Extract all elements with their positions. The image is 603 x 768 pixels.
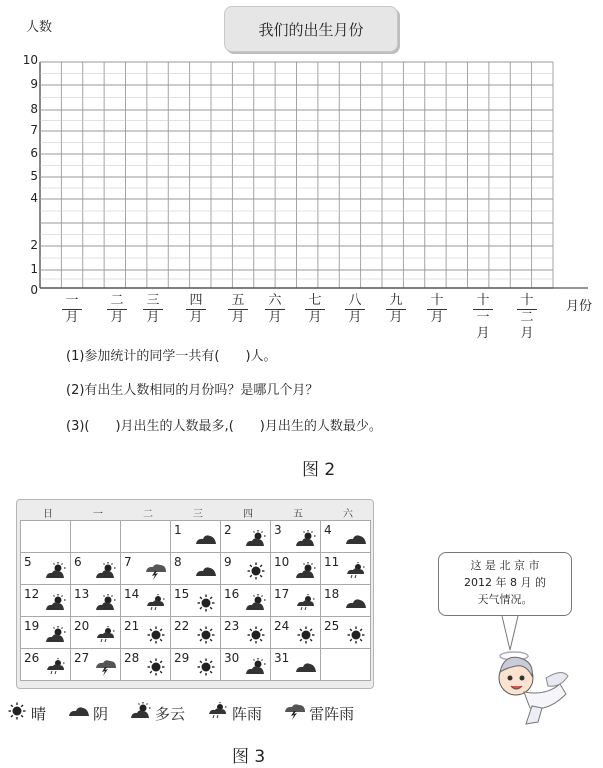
month-label: 十 二 月 xyxy=(517,293,537,342)
day-number: 15 xyxy=(174,587,190,601)
shower-weather-icon xyxy=(45,658,67,676)
weekday-header: 五 xyxy=(293,509,303,520)
partly-weather-icon xyxy=(95,562,117,580)
partly-weather-icon xyxy=(45,594,67,612)
y-tick-label: 0 xyxy=(30,283,38,297)
calendar-day xyxy=(271,649,321,681)
calendar-day xyxy=(171,617,221,649)
month-label: 三 月 xyxy=(143,293,163,326)
calendar-day xyxy=(171,649,221,681)
y-tick-label: 8 xyxy=(30,102,38,116)
day-number: 10 xyxy=(274,555,290,569)
y-tick-label: 2 xyxy=(30,238,38,252)
calendar-day xyxy=(321,585,371,617)
weather-calendar xyxy=(16,499,374,689)
calendar-day xyxy=(71,617,121,649)
day-number: 9 xyxy=(224,555,232,569)
calendar-day xyxy=(121,585,171,617)
empty-grid xyxy=(0,0,603,310)
calendar-day xyxy=(71,585,121,617)
legend-label: 雷阵雨 xyxy=(309,704,355,723)
calendar-day xyxy=(271,521,321,553)
day-number: 4 xyxy=(324,523,332,537)
cloudy-icon xyxy=(68,702,90,724)
legend-cloudy xyxy=(68,702,108,724)
day-number: 29 xyxy=(174,651,190,665)
shower-weather-icon xyxy=(295,594,317,612)
day-number: 1 xyxy=(174,523,182,537)
partly-weather-icon xyxy=(245,594,267,612)
month-label: 十 一 月 xyxy=(473,293,493,342)
sunny-weather-icon xyxy=(145,658,167,676)
day-number: 31 xyxy=(274,651,290,665)
calendar-day xyxy=(321,521,371,553)
month-label: 六 月 xyxy=(265,293,285,326)
shower-weather-icon xyxy=(145,594,167,612)
day-number: 7 xyxy=(124,555,132,569)
legend-label: 阵雨 xyxy=(232,704,263,723)
shower-weather-icon xyxy=(345,562,367,580)
calendar-day xyxy=(321,553,371,585)
shower-icon xyxy=(207,702,229,724)
y-tick-label: 9 xyxy=(30,77,38,91)
partly-weather-icon xyxy=(245,530,267,548)
partly-weather-icon xyxy=(45,626,67,644)
weekday-header: 二 xyxy=(143,509,153,520)
partly-weather-icon xyxy=(45,562,67,580)
legend-label: 晴 xyxy=(31,704,47,723)
day-number: 13 xyxy=(74,587,90,601)
calendar-day xyxy=(71,553,121,585)
calendar-day xyxy=(271,585,321,617)
day-number: 25 xyxy=(324,619,340,633)
calendar-day xyxy=(271,553,321,585)
cloudy-weather-icon xyxy=(345,530,367,548)
calendar-day xyxy=(271,617,321,649)
cloudy-weather-icon xyxy=(195,530,217,548)
day-number: 20 xyxy=(74,619,90,633)
figure-2-caption: 图 2 xyxy=(302,460,336,480)
calendar-empty-cell xyxy=(121,521,171,553)
day-number: 26 xyxy=(24,651,40,665)
thunder-weather-icon xyxy=(145,562,167,580)
sunny-weather-icon xyxy=(195,594,217,612)
weekday-header: 四 xyxy=(243,509,253,520)
legend-label: 多云 xyxy=(155,704,186,723)
y-tick-label: 7 xyxy=(30,123,38,137)
day-number: 16 xyxy=(224,587,240,601)
weekday-header: 六 xyxy=(343,509,353,520)
sunny-weather-icon xyxy=(345,626,367,644)
calendar-day xyxy=(221,521,271,553)
cloudy-weather-icon xyxy=(195,562,217,580)
day-number: 17 xyxy=(274,587,290,601)
day-number: 5 xyxy=(24,555,32,569)
speech-bubble xyxy=(438,552,572,616)
partly-weather-icon xyxy=(245,658,267,676)
day-number: 8 xyxy=(174,555,182,569)
legend-sunny xyxy=(6,702,46,724)
day-number: 18 xyxy=(324,587,340,601)
calendar-day xyxy=(121,553,171,585)
calendar-day xyxy=(21,649,71,681)
sunny-weather-icon xyxy=(195,658,217,676)
y-tick-label: 4 xyxy=(30,191,38,205)
calendar-day xyxy=(221,649,271,681)
month-label: 四 月 xyxy=(186,293,206,326)
legend-thunder xyxy=(284,702,354,724)
calendar-day xyxy=(21,553,71,585)
bubble-line-2: 2012 年 8 月 的 xyxy=(464,576,546,589)
month-label: 八 月 xyxy=(345,293,365,326)
calendar-day xyxy=(171,521,221,553)
thunder-weather-icon xyxy=(95,658,117,676)
weekday-header: 三 xyxy=(193,509,203,520)
calendar-day xyxy=(21,617,71,649)
y-tick-label: 5 xyxy=(30,169,38,183)
day-number: 30 xyxy=(224,651,240,665)
calendar-empty-cell xyxy=(21,521,71,553)
day-number: 22 xyxy=(174,619,190,633)
question-1: (1)参加统计的同学一共有( )人。 xyxy=(66,349,277,364)
day-number: 12 xyxy=(24,587,40,601)
partly-weather-icon xyxy=(95,594,117,612)
question-2: (2)有出生人数相同的月份吗？是哪几个月？ xyxy=(66,383,319,398)
calendar-day xyxy=(171,553,221,585)
calendar-day xyxy=(321,617,371,649)
sunny-weather-icon xyxy=(145,626,167,644)
calendar-day xyxy=(21,585,71,617)
calendar-empty-cell xyxy=(321,649,371,681)
y-tick-label: 1 xyxy=(30,262,38,276)
figure-3-caption: 图 3 xyxy=(232,747,266,767)
day-number: 27 xyxy=(74,651,90,665)
calendar-day xyxy=(221,617,271,649)
y-axis-label: 人数 xyxy=(26,20,53,35)
weekday-header: 日 xyxy=(43,509,53,520)
calendar-day xyxy=(221,585,271,617)
calendar-day xyxy=(121,617,171,649)
legend-partly xyxy=(130,702,185,724)
day-number: 24 xyxy=(274,619,290,633)
month-label: 一 月 xyxy=(62,293,82,326)
sunny-weather-icon xyxy=(245,562,267,580)
day-number: 6 xyxy=(74,555,82,569)
day-number: 3 xyxy=(274,523,282,537)
bubble-line-1: 这 是 北 京 市 xyxy=(470,559,540,572)
month-label: 二 月 xyxy=(107,293,127,326)
day-number: 11 xyxy=(324,555,340,569)
calendar-empty-cell xyxy=(71,521,121,553)
partly-icon xyxy=(130,702,152,724)
chart-title: 我们的出生月份 xyxy=(224,6,398,52)
calendar-day xyxy=(121,649,171,681)
sunny-weather-icon xyxy=(295,626,317,644)
month-label: 七 月 xyxy=(305,293,325,326)
month-label: 十 月 xyxy=(427,293,447,326)
month-label: 五 月 xyxy=(228,293,248,326)
month-label: 九 月 xyxy=(386,293,406,326)
partly-weather-icon xyxy=(295,530,317,548)
day-number: 21 xyxy=(124,619,140,633)
day-number: 19 xyxy=(24,619,40,633)
sunny-weather-icon xyxy=(245,626,267,644)
day-number: 28 xyxy=(124,651,140,665)
day-number: 2 xyxy=(224,523,232,537)
calendar-day xyxy=(221,553,271,585)
day-number: 23 xyxy=(224,619,240,633)
weekday-header: 一 xyxy=(93,509,103,520)
legend-label: 阴 xyxy=(93,704,109,723)
thunder-icon xyxy=(284,702,306,724)
calendar-day xyxy=(71,649,121,681)
y-tick-label: 10 xyxy=(22,53,38,67)
shower-weather-icon xyxy=(95,626,117,644)
partly-weather-icon xyxy=(295,562,317,580)
calendar-day xyxy=(171,585,221,617)
y-tick-label: 6 xyxy=(30,146,38,160)
day-number: 14 xyxy=(124,587,140,601)
cartoon-boy xyxy=(486,648,576,728)
sunny-icon xyxy=(6,702,28,724)
bubble-line-3: 天气情况。 xyxy=(477,593,533,606)
legend-shower xyxy=(207,702,262,724)
x-axis-label: 月份 xyxy=(566,299,593,314)
cloudy-weather-icon xyxy=(345,594,367,612)
question-3: (3)( )月出生的人数最多,( )月出生的人数最少。 xyxy=(66,419,382,434)
sunny-weather-icon xyxy=(195,626,217,644)
cloudy-weather-icon xyxy=(295,658,317,676)
